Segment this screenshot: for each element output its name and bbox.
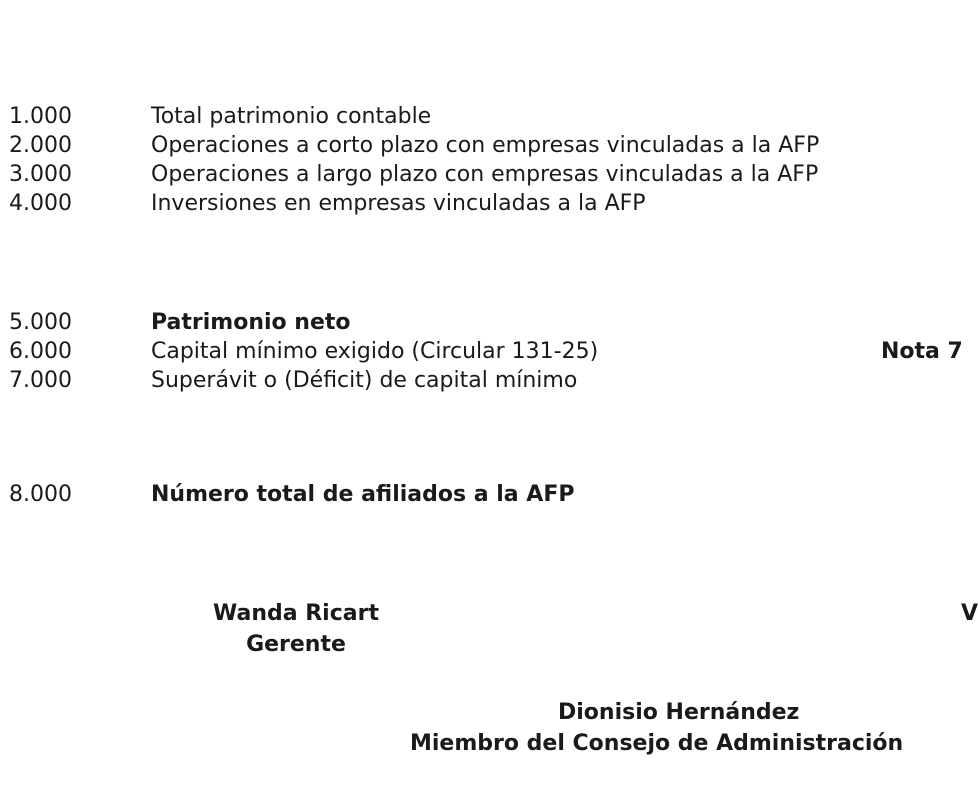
row-label: Superávit o (Déficit) de capital mínimo — [151, 368, 578, 393]
row-label: Patrimonio neto — [151, 310, 351, 335]
signature-title: Gerente — [246, 632, 346, 657]
row-label: Capital mínimo exigido (Circular 131-25) — [151, 339, 599, 364]
signature-name: Dionisio Hernández — [558, 700, 800, 725]
row-code: 6.000 — [9, 339, 72, 364]
row-code: 8.000 — [9, 482, 72, 507]
row-label: Inversiones en empresas vinculadas a la AFP — [151, 191, 646, 216]
row-label: Operaciones a largo plazo con empresas vinculadas a la AFP — [151, 162, 819, 187]
signature-center — [410, 697, 903, 759]
row-code: 1.000 — [9, 104, 72, 129]
row-label: Operaciones a corto plazo con empresas vinculadas a la AFP — [151, 133, 820, 158]
row-code: 5.000 — [9, 310, 72, 335]
row-code: 2.000 — [9, 133, 72, 158]
signature-title: Miembro del Consejo de Administración — [410, 731, 904, 756]
row-code: 7.000 — [9, 368, 72, 393]
row-code: 4.000 — [9, 191, 72, 216]
signature-left — [196, 598, 396, 660]
row-code: 3.000 — [9, 162, 72, 187]
row-label: Total patrimonio contable — [151, 104, 432, 129]
note-reference: Nota 7 — [881, 339, 963, 364]
signature-name: V — [961, 601, 978, 626]
signature-name: Wanda Ricart — [213, 601, 379, 626]
row-label: Número total de afiliados a la AFP — [151, 482, 575, 507]
signature-right-partial — [961, 598, 978, 629]
